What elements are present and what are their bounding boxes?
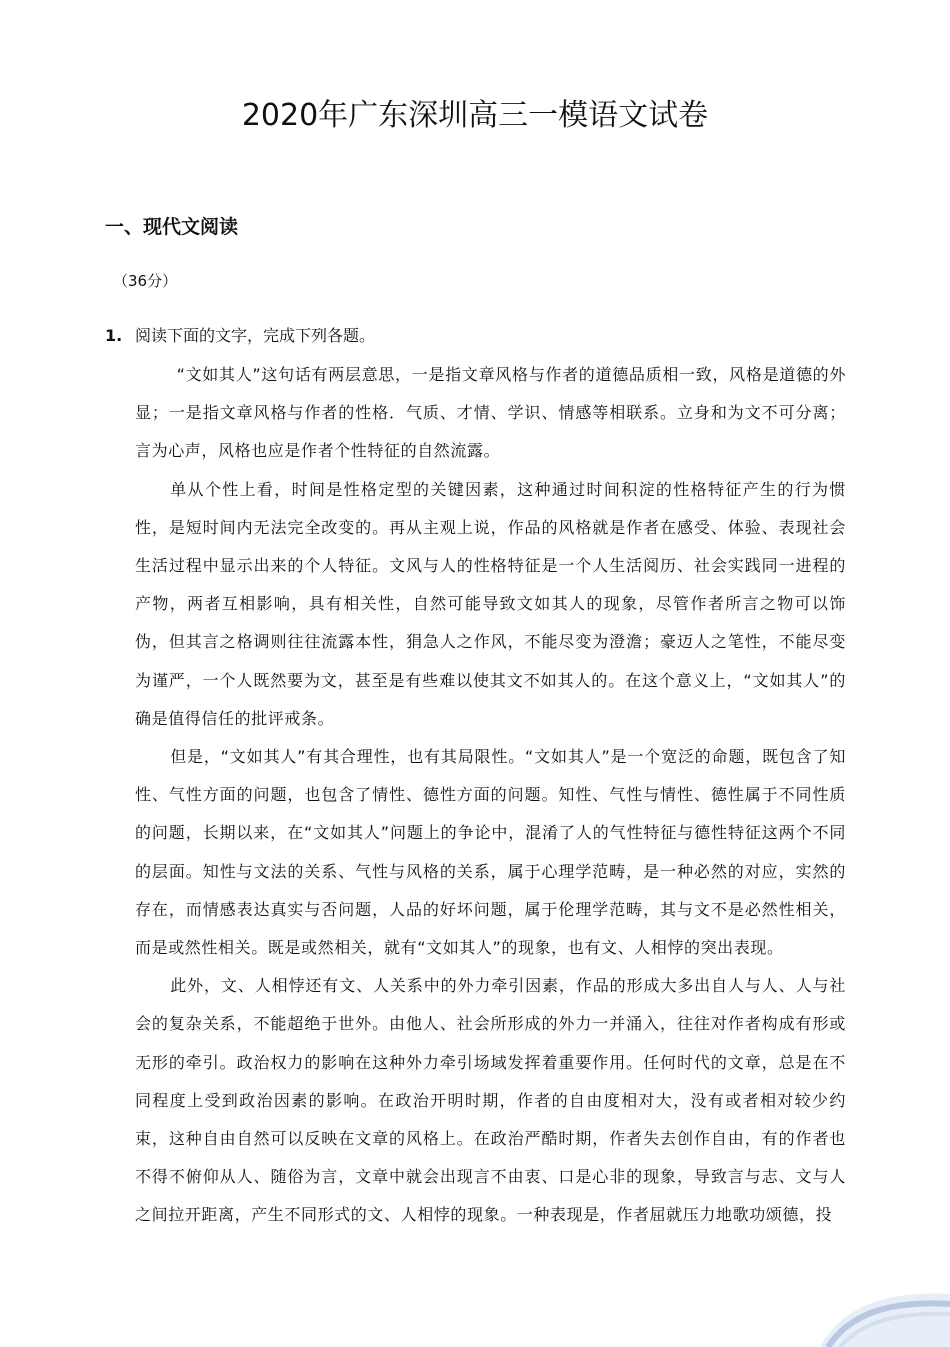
question-number: 1. [105, 326, 123, 345]
reading-passage [135, 356, 846, 1235]
passage-paragraph: 单从个性上看，时间是性格定型的关键因素，这种通过时间积淀的性格特征产生的行为惯性，是短时间内无法完全改变的。再从主观上说，作品的风格就是作者在感受、体验、表现社会生活过程中显示出来的个人特征。文风与人的性格特征是一个人生活阅历、社会实践同一进程的产物，两者互相影响，具有相关性，自然可能导致文如其人的现象，尽管作者所言之物可以饰伪，但其言之格调则往往流露本性，狷急人之作风，不能尽变为澄澹；豪迈人之笔性，不能尽变为谨严，一个人既然要为文，甚至是有些难以使其文不如其人的。在这个意义上，“文如其人”的确是值得信任的批评戒条。 [135, 479, 846, 728]
section-score: （36分） [113, 272, 178, 290]
passage-paragraph: 但是，“文如其人”有其合理性，也有其局限性。“文如其人”是一个宽泛的命题，既包含了知性、气性方面的问题，也包含了情性、德性方面的问题。知性、气性与情性、德性属于不同性质的问题，长期以来，在“文如其人”问题上的争论中，混淆了人的气性特征与德性特征这两个不同的层面。知性与文法的关系、气性与风格的关系，属于心理学范畴，是一种必然的对应，实然的存在，而情感表达真实与否问题，人品的好坏问题，属于伦理学范畴，其与文不是必然性相关，而是或然性相关。既是或然相关，就有“文如其人”的现象，也有文、人相悖的突出表现。 [135, 747, 846, 958]
passage-paragraph: 此外，文、人相悖还有文、人关系中的外力牵引因素，作品的形成大多出自人与人、人与社会的复杂关系，不能超绝于世外。由他人、社会所形成的外力一并涌入，往往对作者构成有形或无形的牵引。政治权力的影响在这种外力牵引场域发挥着重要作用。任何时代的文章，总是在不同程度上受到政治因素的影响。在政治开明时期，作者的自由度相对大，没有或者相对较少约束，这种自由自然可以反映在文章的风格上。在政治严酷时期，作者失去创作自由，有的作者也不得不俯仰从人、随俗为言，文章中就会出现言不由衷、口是心非的现象，导致言与志、文与人之间拉开距离，产生不同形式的文、人相悖的现象。一种表现是，作者屈就压力地歌功颂德，投 [135, 976, 846, 1225]
page-corner-decoration [800, 1280, 950, 1347]
section-heading: 一、现代文阅读 [105, 216, 239, 238]
passage-paragraph: “文如其人”这句话有两层意思，一是指文章风格与作者的道德品质相一致，风格是道德的外显；一是指文章风格与作者的性格．气质、才情、学识、情感等相联系。立身和为文不可分离；言为心声，风格也应是作者个性特征的自然流露。 [135, 365, 846, 461]
page-title: 2020年广东深圳高三一模语文试卷 [241, 98, 709, 133]
question-prompt: 阅读下面的文字，完成下列各题。 [135, 326, 376, 345]
